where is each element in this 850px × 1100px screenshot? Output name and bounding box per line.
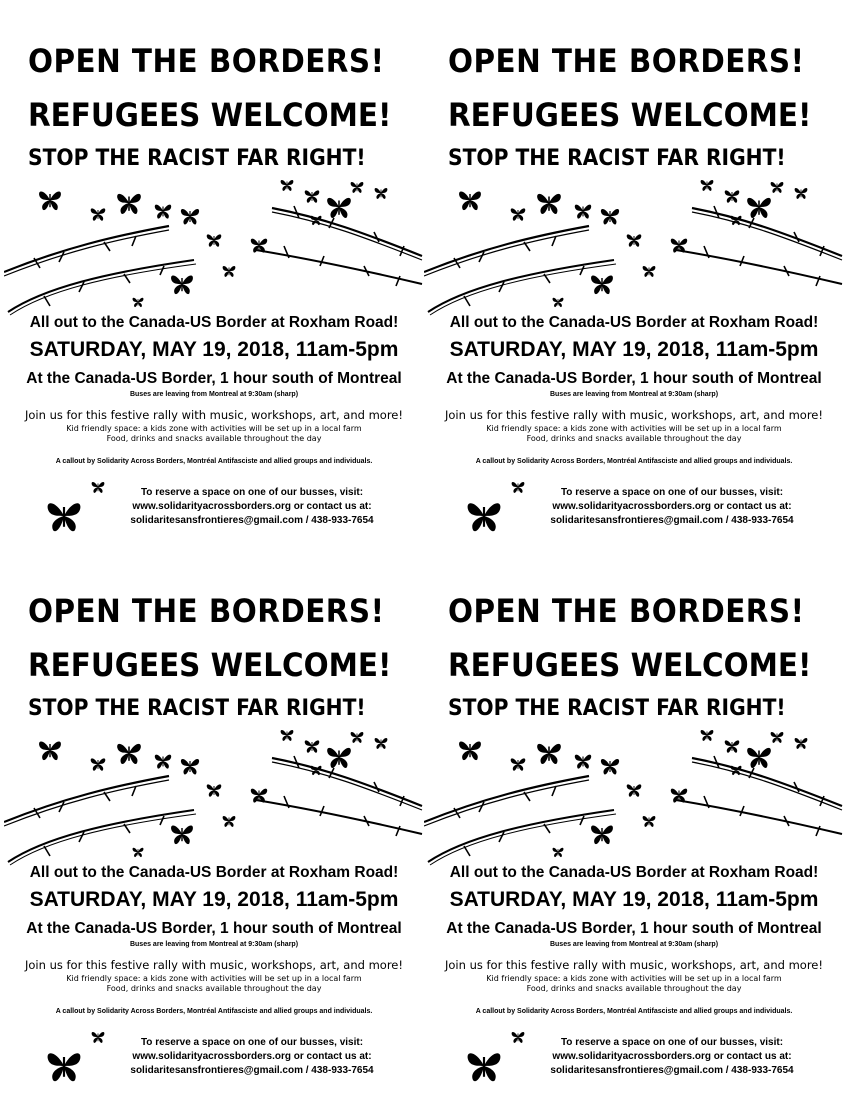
website-text: www.solidarityacrossborders.org or contact us at: bbox=[132, 1051, 372, 1062]
location-line: All out to the Canada-US Border at Roxham Road! bbox=[29, 314, 399, 331]
reserve-block bbox=[512, 486, 832, 528]
date-line: SATURDAY, MAY 19, 2018, 11am-5pm bbox=[449, 888, 819, 911]
buses-line: Buses are leaving from Montreal at 9:30am (sharp) bbox=[549, 391, 719, 398]
website-text: www.solidarityacrossborders.org or contact us at: bbox=[132, 501, 372, 512]
date-line: SATURDAY, MAY 19, 2018, 11am-5pm bbox=[29, 888, 399, 911]
callout-text: A callout by Solidarity Across Borders, Montréal Antifasciste and allied groups and individuals. bbox=[55, 458, 373, 465]
kids-text: Kid friendly space: a kids zone with activities will be set up in a local farm bbox=[66, 974, 362, 983]
headline-refugees-welcome: REFUGEES WELCOME! bbox=[28, 96, 392, 134]
reserve-block bbox=[512, 1036, 832, 1078]
border-line: At the Canada-US Border, 1 hour south of Montreal bbox=[26, 920, 402, 937]
reserve-block bbox=[92, 1036, 412, 1078]
headline-stop-far-right: STOP THE RACIST FAR RIGHT! bbox=[448, 696, 786, 721]
location-line: All out to the Canada-US Border at Roxham Road! bbox=[449, 864, 819, 881]
barbed-wire-butterflies-icon bbox=[424, 178, 844, 318]
headline-refugees-welcome: REFUGEES WELCOME! bbox=[448, 646, 812, 684]
contact-text: solidaritesansfrontieres@gmail.com / 438-933-7654 bbox=[130, 515, 374, 526]
butterfly-icon bbox=[464, 1048, 504, 1084]
headline-open-borders: OPEN THE BORDERS! bbox=[28, 592, 385, 630]
barbed-wire-butterflies-icon bbox=[4, 728, 424, 868]
website-text: www.solidarityacrossborders.org or contact us at: bbox=[552, 1051, 792, 1062]
headline-refugees-welcome: REFUGEES WELCOME! bbox=[448, 96, 812, 134]
date-line: SATURDAY, MAY 19, 2018, 11am-5pm bbox=[29, 338, 399, 361]
food-text: Food, drinks and snacks available throughout the day bbox=[106, 434, 322, 443]
kids-text: Kid friendly space: a kids zone with activities will be set up in a local farm bbox=[66, 424, 362, 433]
reserve-text: To reserve a space on one of our busses, visit: bbox=[140, 487, 364, 498]
flyer-top-left bbox=[4, 10, 424, 550]
barbed-wire-butterflies-icon bbox=[4, 178, 424, 318]
butterfly-icon bbox=[464, 498, 504, 534]
headline-open-borders: OPEN THE BORDERS! bbox=[448, 42, 805, 80]
callout-text: A callout by Solidarity Across Borders, Montréal Antifasciste and allied groups and individuals. bbox=[55, 1008, 373, 1015]
border-line: At the Canada-US Border, 1 hour south of Montreal bbox=[446, 920, 822, 937]
border-line: At the Canada-US Border, 1 hour south of Montreal bbox=[446, 370, 822, 387]
location-line: All out to the Canada-US Border at Roxham Road! bbox=[449, 314, 819, 331]
buses-line: Buses are leaving from Montreal at 9:30am (sharp) bbox=[129, 941, 299, 948]
butterfly-icon bbox=[44, 1048, 84, 1084]
date-line: SATURDAY, MAY 19, 2018, 11am-5pm bbox=[449, 338, 819, 361]
buses-line: Buses are leaving from Montreal at 9:30am (sharp) bbox=[549, 941, 719, 948]
contact-text: solidaritesansfrontieres@gmail.com / 438-933-7654 bbox=[550, 1065, 794, 1076]
kids-text: Kid friendly space: a kids zone with activities will be set up in a local farm bbox=[486, 424, 782, 433]
reserve-text: To reserve a space on one of our busses, visit: bbox=[560, 1037, 784, 1048]
headline-refugees-welcome: REFUGEES WELCOME! bbox=[28, 646, 392, 684]
contact-text: solidaritesansfrontieres@gmail.com / 438-933-7654 bbox=[550, 515, 794, 526]
website-text: www.solidarityacrossborders.org or contact us at: bbox=[552, 501, 792, 512]
buses-line: Buses are leaving from Montreal at 9:30am (sharp) bbox=[129, 391, 299, 398]
headline-stop-far-right: STOP THE RACIST FAR RIGHT! bbox=[28, 696, 366, 721]
food-text: Food, drinks and snacks available throughout the day bbox=[106, 984, 322, 993]
location-line: All out to the Canada-US Border at Roxham Road! bbox=[29, 864, 399, 881]
flyer-top-right bbox=[424, 10, 844, 550]
flyer-bottom-right bbox=[424, 560, 844, 1100]
headline-open-borders: OPEN THE BORDERS! bbox=[28, 42, 385, 80]
callout-text: A callout by Solidarity Across Borders, Montréal Antifasciste and allied groups and individuals. bbox=[475, 1008, 793, 1015]
join-text: Join us for this festive rally with music, workshops, art, and more! bbox=[25, 958, 403, 972]
join-text: Join us for this festive rally with music, workshops, art, and more! bbox=[445, 958, 823, 972]
reserve-text: To reserve a space on one of our busses, visit: bbox=[140, 1037, 364, 1048]
headline-open-borders: OPEN THE BORDERS! bbox=[448, 592, 805, 630]
barbed-wire-butterflies-icon bbox=[424, 728, 844, 868]
callout-text: A callout by Solidarity Across Borders, Montréal Antifasciste and allied groups and individuals. bbox=[475, 458, 793, 465]
contact-text: solidaritesansfrontieres@gmail.com / 438-933-7654 bbox=[130, 1065, 374, 1076]
kids-text: Kid friendly space: a kids zone with activities will be set up in a local farm bbox=[486, 974, 782, 983]
join-text: Join us for this festive rally with music, workshops, art, and more! bbox=[25, 408, 403, 422]
headline-stop-far-right: STOP THE RACIST FAR RIGHT! bbox=[28, 146, 366, 171]
flyer-bottom-left bbox=[4, 560, 424, 1100]
butterfly-icon bbox=[44, 498, 84, 534]
join-text: Join us for this festive rally with music, workshops, art, and more! bbox=[445, 408, 823, 422]
food-text: Food, drinks and snacks available throughout the day bbox=[526, 434, 742, 443]
reserve-block bbox=[92, 486, 412, 528]
border-line: At the Canada-US Border, 1 hour south of Montreal bbox=[26, 370, 402, 387]
headline-stop-far-right: STOP THE RACIST FAR RIGHT! bbox=[448, 146, 786, 171]
food-text: Food, drinks and snacks available throughout the day bbox=[526, 984, 742, 993]
reserve-text: To reserve a space on one of our busses, visit: bbox=[560, 487, 784, 498]
